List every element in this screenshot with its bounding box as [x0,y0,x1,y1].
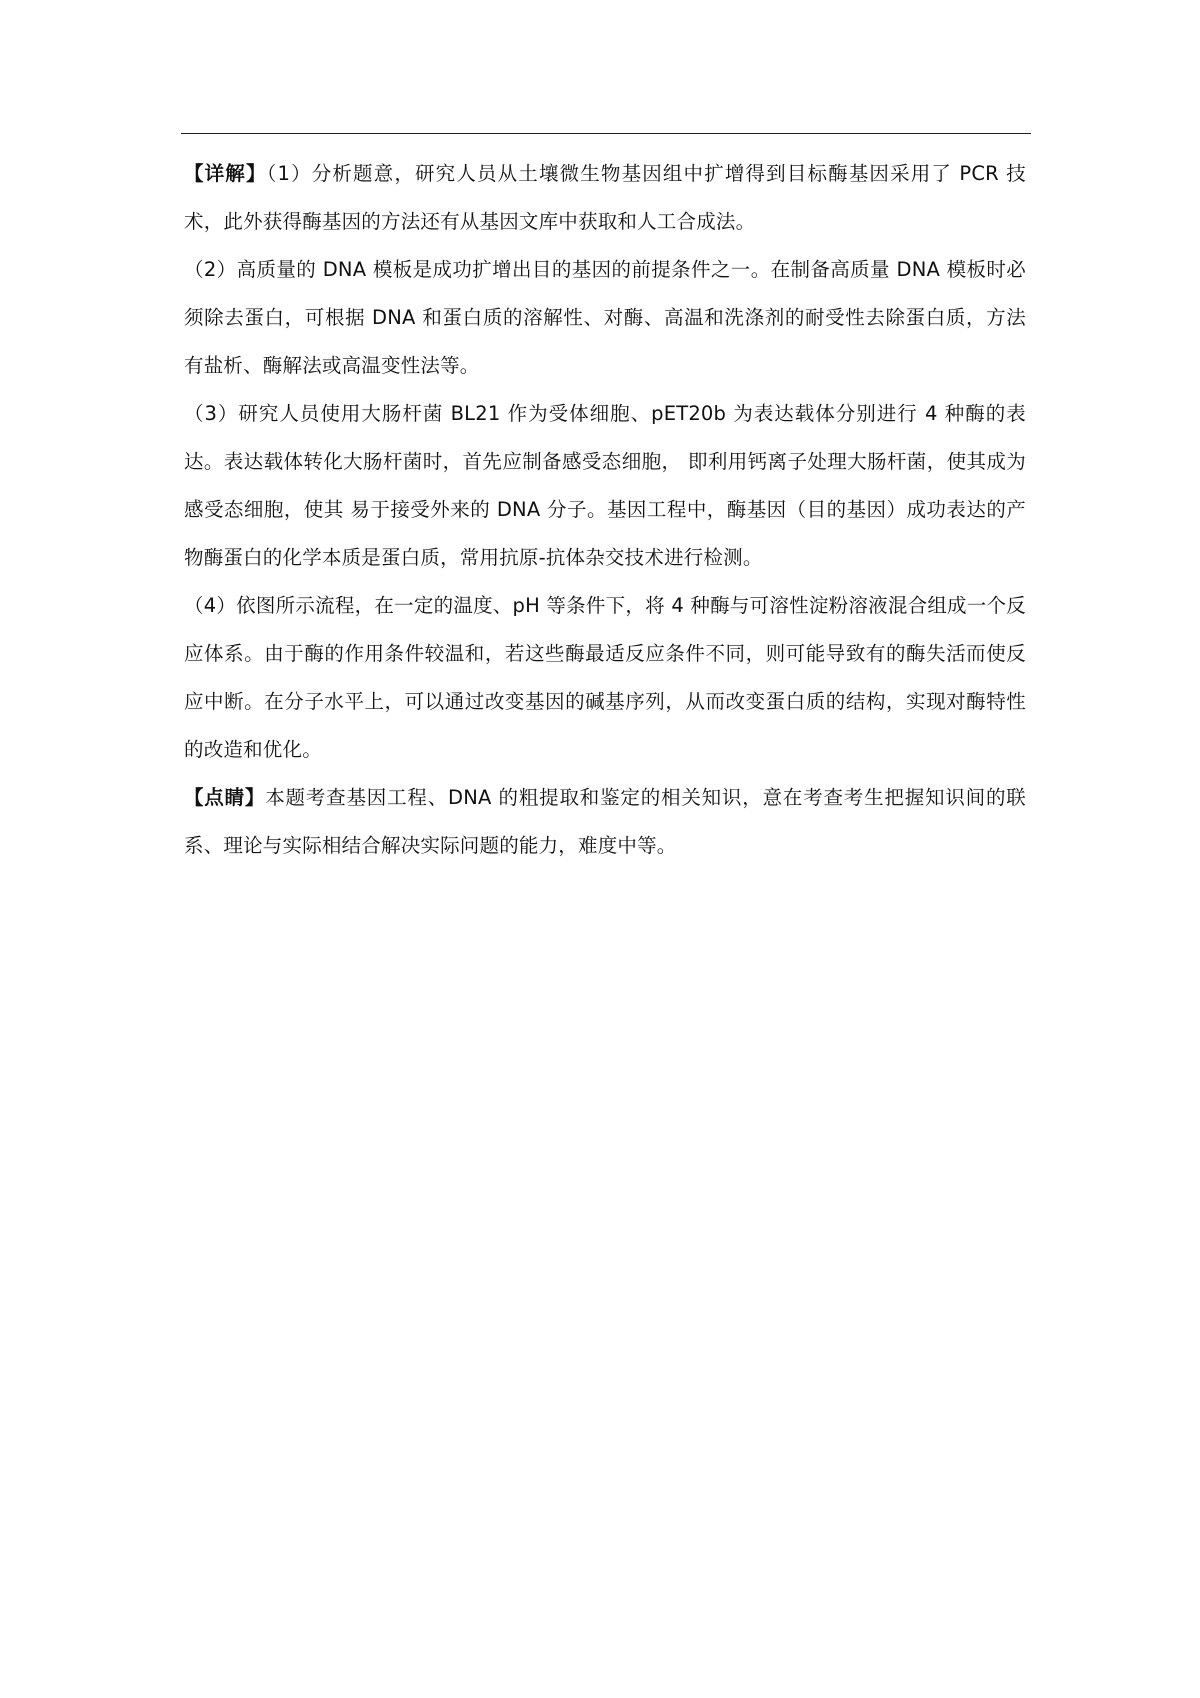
paragraph-text: （3）研究人员使用大肠杆菌 BL21 作为受体细胞、pET20b 为表达载体分别进行 4 种酶的表达。表达载体转化大肠杆菌时，首先应制备感受态细胞， 即利用钙离子处理大肠杆菌，使其成为感受态细胞，使其 易于接受外来的 DNA 分子。基因工程中，酶基因（目的基因）成功表达的产物酶蛋白的化学本质是蛋白质，常用抗原-抗体杂交技术进行检测。 [184,402,1026,569]
paragraph-detail-4 [184,582,1026,774]
header-rule [181,133,1031,134]
paragraph-detail-1 [184,150,1026,246]
section-tag-detail: 【详解】 [184,162,267,185]
section-tag-highlight: 【点睛】 [184,786,266,809]
paragraph-detail-2 [184,246,1026,390]
paragraph-text: （1）分析题意，研究人员从土壤微生物基因组中扩增得到目标酶基因采用了 PCR 技术，此外获得酶基因的方法还有从基因文库中获取和人工合成法。 [184,162,1026,233]
paragraph-detail-3 [184,390,1026,582]
paragraph-text: （4）依图所示流程，在一定的温度、pH 等条件下，将 4 种酶与可溶性淀粉溶液混合组成一个反应体系。由于酶的作用条件较温和，若这些酶最适反应条件不同，则可能导致有的酶失活而使反应中断。在分子水平上，可以通过改变基因的碱基序列，从而改变蛋白质的结构，实现对酶特性的改造和优化。 [184,594,1026,761]
paragraph-text: （2）高质量的 DNA 模板是成功扩增出目的基因的前提条件之一。在制备高质量 DNA 模板时必须除去蛋白，可根据 DNA 和蛋白质的溶解性、对酶、高温和洗涤剂的耐受性去除蛋白质，方法有盐析、酶解法或高温变性法等。 [184,258,1026,377]
document-body [184,150,1026,870]
paragraph-text: 本题考查基因工程、DNA 的粗提取和鉴定的相关知识，意在考查考生把握知识间的联系、理论与实际相结合解决实际问题的能力，难度中等。 [184,786,1026,857]
paragraph-highlight [184,774,1026,870]
